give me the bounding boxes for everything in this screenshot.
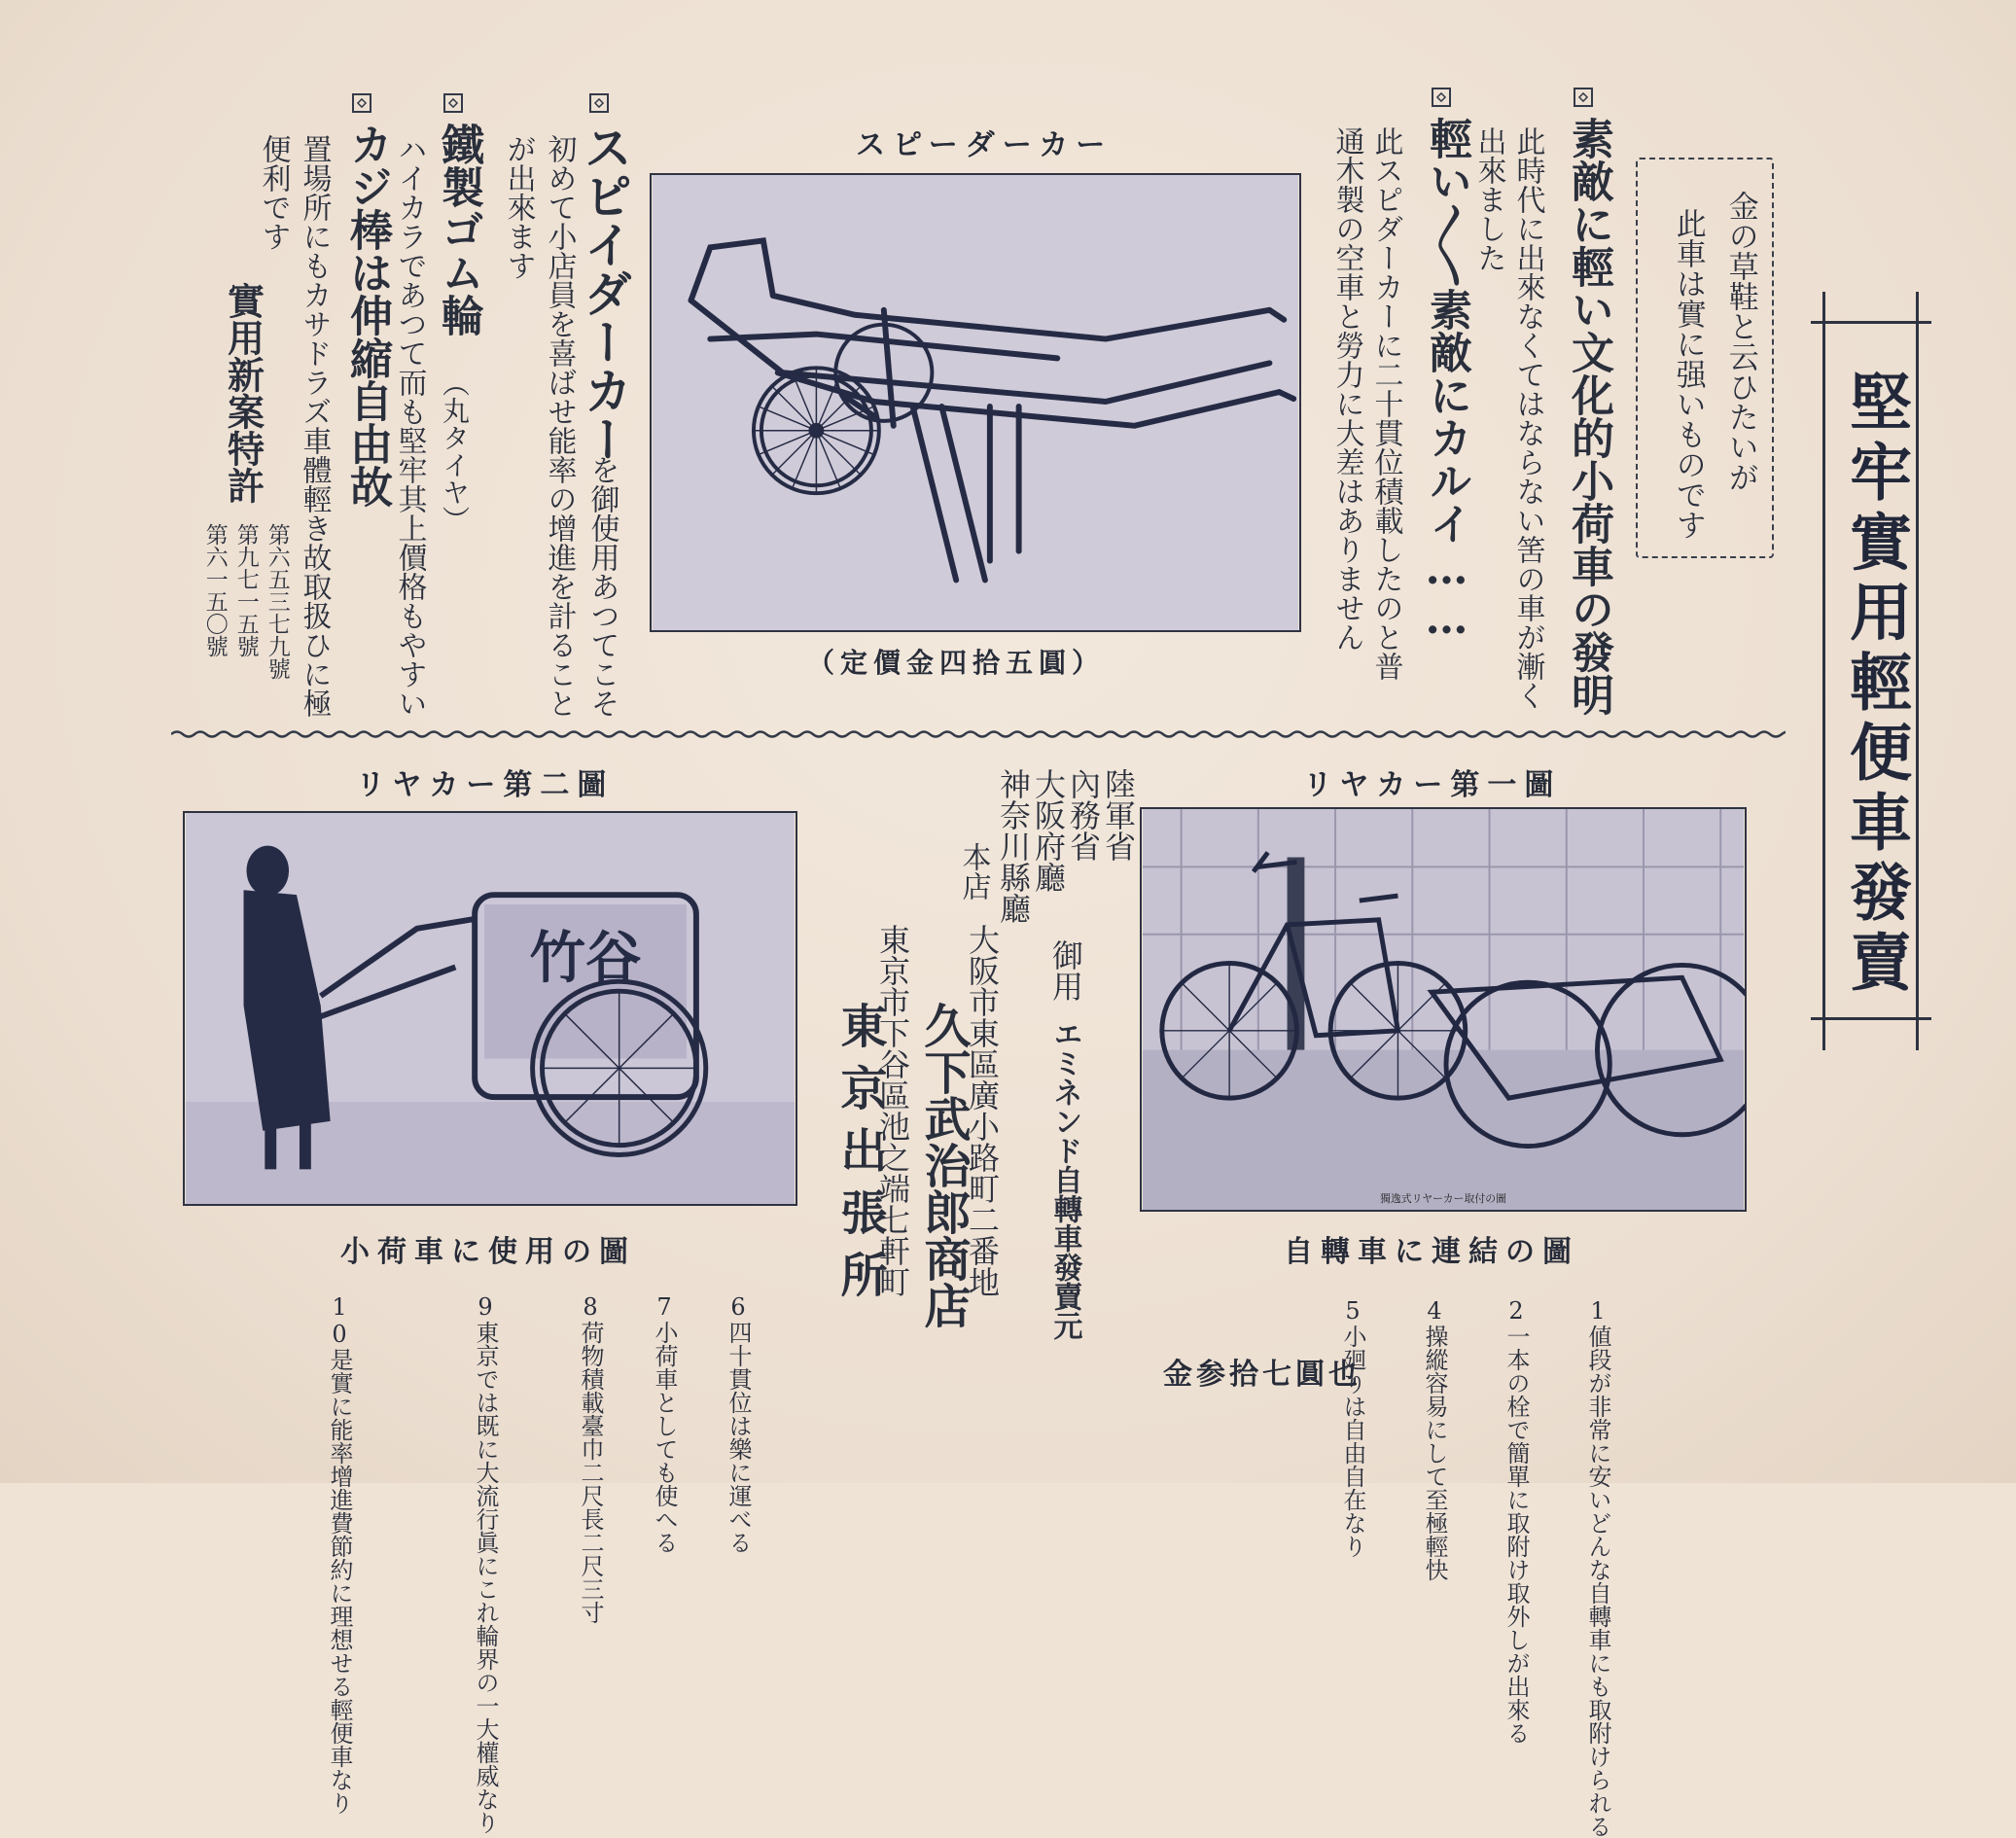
feature-4: 4操縱容易にして至極輕快	[1421, 1297, 1448, 1581]
agency-home: 內務省	[1065, 768, 1102, 862]
agency-osaka: 大阪府廳	[1030, 768, 1067, 893]
marker-icon	[443, 93, 463, 113]
heading-invention: 素敵に輕い文化的小荷車の發明	[1564, 117, 1613, 716]
body-invention-2: 出來ました	[1471, 126, 1506, 272]
patent-number-2: 第九七一五號	[232, 523, 259, 657]
goyo-label: 御用	[1047, 939, 1084, 1002]
feature-1a: 1値段が非常に安いどんな自轉車にも取附けられる	[1584, 1297, 1611, 1838]
agency-kanagawa: 神奈川縣廳	[995, 768, 1032, 924]
dealer-label: エミネンド自轉車發賣元	[1047, 1019, 1082, 1340]
title-frame-line	[1822, 292, 1825, 1050]
wavy-divider	[171, 727, 1786, 741]
title-frame-line	[1916, 292, 1919, 1050]
spider-photo-price: （定價金四拾五圓）	[807, 647, 1106, 679]
heading-light: 輕い〳〵素敵にカルイ……	[1422, 117, 1471, 644]
honten-label: 本店	[956, 842, 991, 901]
body-light-2: 通木製の空車と勞力に大差はありません	[1329, 126, 1364, 652]
body-light-1: 此スピダーカーに二十貫位積載したのと普	[1368, 126, 1403, 681]
fig1-photo	[1140, 807, 1747, 1212]
main-title: 堅牢實用輕便車發賣	[1839, 370, 1912, 1000]
body-invention-1: 此時代に出來なくてはならない筈の車が漸く	[1510, 126, 1545, 710]
body-handle-2: 便利です	[256, 134, 291, 251]
feature-8: 8荷物積載臺巾二尺長二尺三寸	[577, 1293, 604, 1624]
title-frame-line	[1811, 321, 1931, 324]
spider-photo-title: スピーダーカー	[856, 128, 1114, 162]
patent-number-3: 第六一五〇號	[201, 523, 228, 657]
cart-sign: 竹谷	[529, 924, 642, 991]
agency-army: 陸軍省	[1100, 768, 1137, 862]
fig1-inner-caption: 獨逸式リヤーカー取付の圖	[1379, 1192, 1507, 1206]
body-spidercar-2: 初めて小店員を喜ばせ能率の增進を計ること	[542, 134, 577, 718]
cart-man-illustration	[185, 813, 796, 1204]
marker-icon	[1432, 88, 1451, 107]
body-rubber: ハイカラであつて而も堅牢其上價格もやすい	[392, 134, 427, 718]
fig2-photo	[183, 811, 797, 1206]
spider-car-illustration	[652, 175, 1299, 630]
feature-2: 2一本の栓で簡單に取附け取外しが出來る	[1503, 1297, 1530, 1745]
body-spidercar-1: を御使用あつてこそ	[584, 455, 619, 718]
body-spidercar-3: が出來ます	[501, 134, 536, 280]
feature-10: 10是實に能率增進費節約に理想せる輕便車なり	[326, 1293, 353, 1815]
title-frame-line	[1811, 1017, 1931, 1020]
company-name: 久下武治郎商店	[916, 1002, 971, 1328]
motto-line-1: 金の草鞋と云ひたいが	[1722, 191, 1758, 492]
marker-icon	[589, 93, 609, 113]
heading-spidercar: スピイダーカー	[576, 123, 634, 463]
fig2-title: リヤカー第二圖	[356, 768, 615, 802]
marker-icon	[352, 93, 371, 113]
address-tokyo: 東京市下谷區池之端七軒町	[874, 924, 911, 1297]
patent-number-1: 第六五三七九號	[264, 523, 290, 680]
tokyo-branch: 東京出張所	[832, 1002, 887, 1313]
heading-rubber: 鐵製ゴム輪	[434, 123, 483, 336]
heading-handle: カジ棒は伸縮自由故	[342, 123, 392, 508]
address-osaka: 大阪市東區廣小路町二番地	[964, 924, 1001, 1297]
feature-6: 6四十貫位は樂に運べる	[725, 1293, 752, 1554]
feature-9: 9東京では既に大流行眞にこれ輪界の一大權威なり	[472, 1293, 499, 1834]
fig1-price: 金参拾七圓也	[1163, 1358, 1362, 1392]
feature-5: 5小廻りは自由自在なり	[1339, 1297, 1366, 1558]
fig1-caption: 自轉車に連結の圖	[1284, 1235, 1579, 1269]
patent-label: 實用新案特許	[221, 282, 265, 504]
feature-7: 7小荷車としても使へる	[651, 1293, 678, 1554]
fig2-caption: 小荷車に使用の圖	[340, 1235, 636, 1269]
motto-line-2: 此車は實に强いものです	[1670, 208, 1706, 540]
marker-icon	[1574, 88, 1593, 107]
body-handle-1: 置場所にもカサドラズ車體輕き故取扱ひに極	[297, 134, 332, 718]
fig1-title: リヤカー第一圖	[1303, 768, 1562, 802]
bicycle-trailer-illustration	[1142, 809, 1745, 1210]
spider-car-photo	[650, 173, 1301, 632]
heading-rubber-note: （丸タイヤ）	[439, 370, 471, 533]
